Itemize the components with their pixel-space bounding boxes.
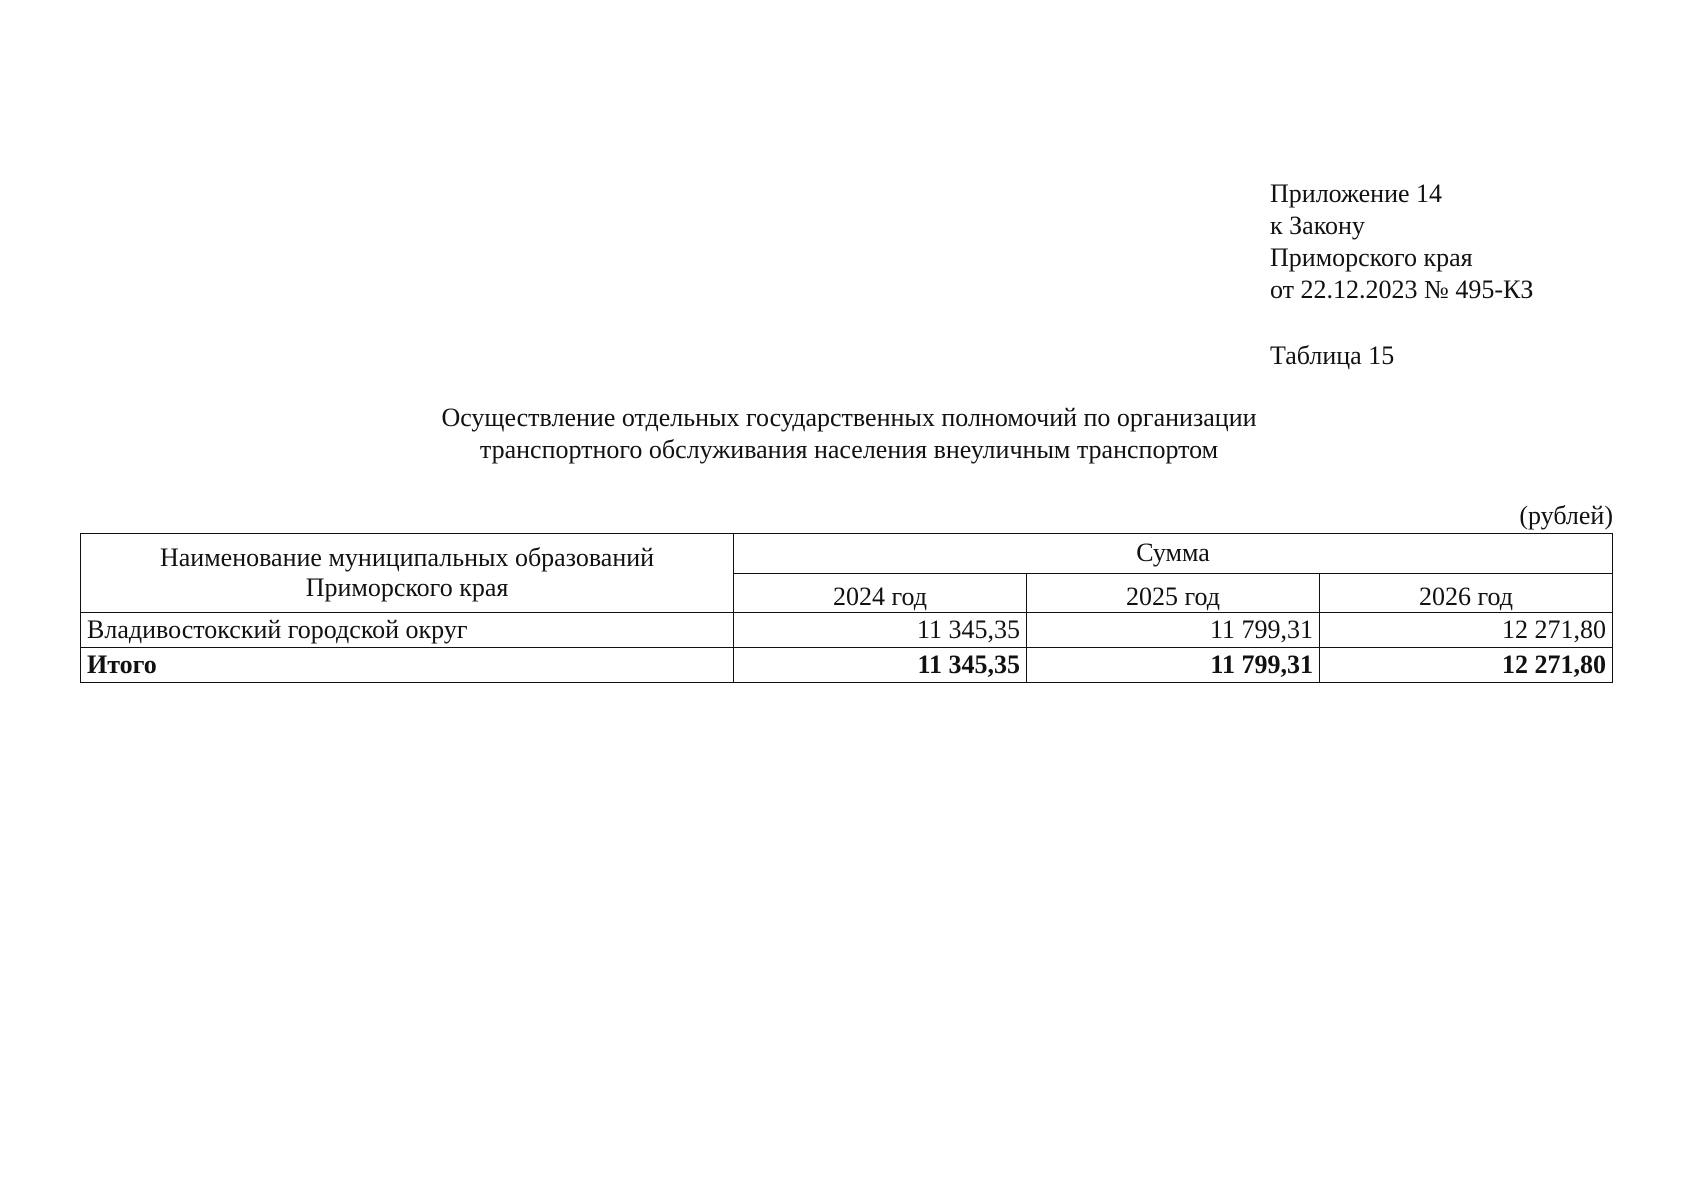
table-row xyxy=(81,613,1613,648)
appendix-date: от 22.12.2023 № 495-КЗ xyxy=(1270,275,1534,304)
value-2026: 12 271,80 xyxy=(1320,613,1613,648)
title-line-1: Осуществление отдельных государственных полномочий по организации xyxy=(441,403,1257,432)
sum-column-header: Сумма xyxy=(734,534,1613,574)
municipality-header-line-2: Приморского края xyxy=(305,573,509,602)
value-2025: 11 799,31 xyxy=(1027,613,1320,648)
total-2026: 12 271,80 xyxy=(1320,648,1613,683)
appendix-block xyxy=(1270,178,1533,306)
appendix-number: Приложение 14 xyxy=(1270,179,1443,208)
municipality-name: Владивостокский городской округ xyxy=(81,613,734,648)
year-header-2025: 2025 год xyxy=(1027,573,1320,613)
municipality-header-line-1: Наименование муниципальных образований xyxy=(159,543,655,572)
table-header-row xyxy=(81,534,1613,574)
total-2025: 11 799,31 xyxy=(1027,648,1320,683)
total-2024: 11 345,35 xyxy=(734,648,1027,683)
budget-table xyxy=(80,533,1613,683)
municipality-column-header xyxy=(81,534,734,613)
year-header-2026: 2026 год xyxy=(1320,573,1613,613)
appendix-law: к Закону xyxy=(1270,211,1365,240)
year-header-2024: 2024 год xyxy=(734,573,1027,613)
total-row xyxy=(81,648,1613,683)
value-2024: 11 345,35 xyxy=(734,613,1027,648)
appendix-region: Приморского края xyxy=(1270,243,1473,272)
total-label: Итого xyxy=(81,648,734,683)
unit-label: (рублей) xyxy=(1519,501,1613,530)
title-line-2: транспортного обслуживания населения внеуличным транспортом xyxy=(479,435,1219,464)
table-number: Таблица 15 xyxy=(1270,341,1395,370)
page-title xyxy=(80,402,1618,466)
